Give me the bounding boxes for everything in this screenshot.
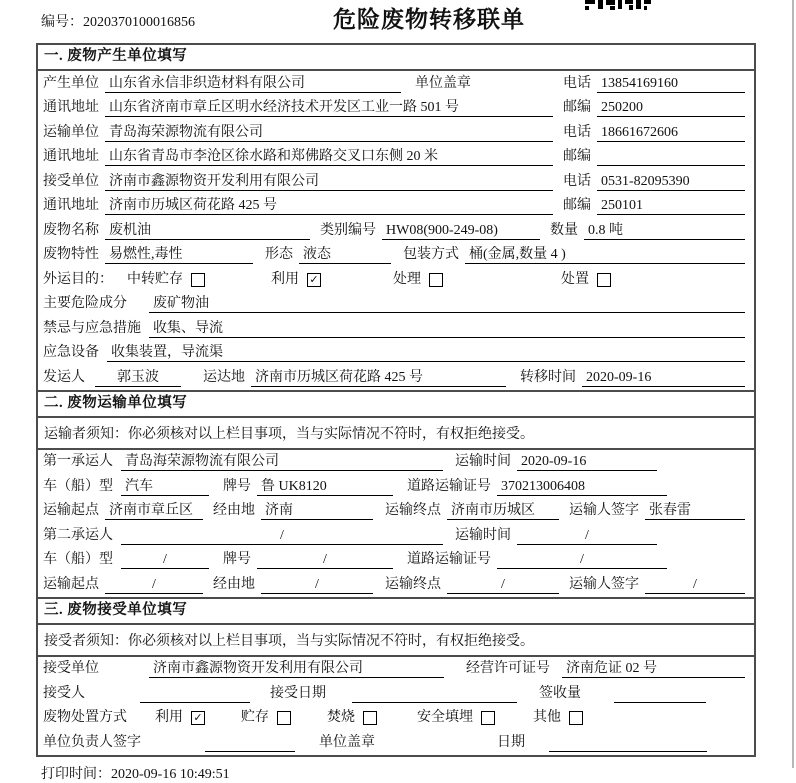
transporter-phone-value: 18661672606 (597, 124, 745, 142)
purpose-transfer-storage-label: 中转贮存 (127, 271, 183, 287)
qr-code-fragment (585, 0, 651, 11)
unit-seal-label: 单位盖章 (415, 75, 471, 91)
serial-label: 编号： (41, 15, 83, 30)
waste-character-row (38, 243, 754, 268)
transporter-row (38, 120, 754, 145)
road-permit2-value: / (497, 551, 667, 569)
transporter-phone-label: 电话 (563, 124, 591, 140)
purpose-label: 外运目的： (43, 271, 113, 287)
time2-value: / (517, 527, 657, 545)
signer1-value: 张春雷 (645, 502, 745, 520)
acceptor-label: 接受人 (43, 685, 85, 701)
producer-addr-label: 通讯地址 (43, 100, 99, 115)
taboo-row (38, 316, 754, 341)
accept-unit-row (38, 657, 754, 682)
transporter-address-row (38, 145, 754, 170)
waste-name-row (38, 218, 754, 243)
signer1-label: 运输人签字 (569, 503, 639, 518)
category-value: HW08(900-249-08) (382, 222, 540, 240)
purpose-treat-label: 处理 (393, 271, 421, 287)
origin1-value: 济南市章丘区 (105, 502, 203, 520)
road-permit1-value: 370213006408 (497, 478, 667, 496)
carrier2-label: 第二承运人 (43, 527, 113, 543)
consignor-value: 郭玉波 (95, 369, 181, 387)
disposal-incinerate-label: 焚烧 (327, 710, 355, 725)
disposal-landfill-label: 安全填埋 (417, 710, 473, 725)
vehicle1-value: 汽车 (121, 478, 209, 496)
receiver-label: 接受单位 (43, 173, 99, 189)
plate1-label: 牌号 (223, 478, 251, 494)
checkbox-use: ✓ (307, 273, 321, 287)
hazard-label: 主要危险成分 (43, 296, 127, 311)
waste-name-label: 废物名称 (43, 222, 99, 238)
transporter-addr-label: 通讯地址 (43, 149, 99, 164)
origin2-value: / (105, 576, 203, 594)
vehicle2-label: 车（船）型 (43, 552, 113, 567)
section1-header: 一. 废物产生单位填写 (38, 45, 754, 71)
producer-label: 产生单位 (43, 75, 99, 91)
section-producer (38, 45, 754, 390)
receiver-post-value: 250101 (597, 197, 745, 215)
equipment-label: 应急设备 (43, 345, 99, 360)
received-amount-value (614, 685, 706, 703)
via2-value: / (261, 576, 373, 594)
head-sign-value (205, 734, 295, 752)
print-time-value: 2020-09-16 10:49:51 (111, 766, 230, 782)
terminus1-value: 济南市历城区 (447, 502, 559, 520)
taboo-value: 收集、导流 (149, 320, 745, 338)
checkbox-utilize: ✓ (191, 711, 205, 725)
producer-phone-value: 13854169160 (597, 75, 745, 93)
serial-number-line (41, 11, 195, 31)
consignor-row (38, 365, 754, 390)
receiver-post-label: 邮编 (563, 198, 591, 213)
via2-label: 经由地 (213, 576, 255, 592)
accept-unit-label: 接受单位 (43, 661, 99, 676)
vehicle2-value: / (121, 551, 209, 569)
checkbox-transfer-storage (191, 273, 205, 287)
checkbox-landfill (481, 711, 495, 725)
print-time-label: 打印时间： (41, 766, 111, 782)
receiver-value: 济南市鑫源物资开发利用有限公司 (105, 173, 553, 191)
hazard-value: 废矿物油 (149, 295, 745, 313)
form-label: 形态 (265, 247, 293, 262)
accept-date-value (352, 685, 517, 703)
purpose-row (38, 267, 754, 292)
accept-unit-value: 济南市鑫源物资开发利用有限公司 (149, 660, 444, 678)
checkbox-dispose (597, 273, 611, 287)
equipment-value: 收集装置，导流渠 (107, 344, 745, 362)
transporter-notice-row (38, 418, 754, 450)
serial-number: 2020370100016856 (83, 15, 195, 30)
waste-name-value: 废机油 (105, 222, 310, 240)
transporter-post-label: 邮编 (563, 149, 591, 164)
acceptor-row (38, 681, 754, 706)
transporter-label: 运输单位 (43, 124, 99, 140)
disposal-utilize-label: 利用 (155, 710, 183, 725)
producer-post-label: 邮编 (563, 100, 591, 115)
consignor-label: 发运人 (43, 369, 85, 385)
route2-row (38, 572, 754, 597)
hazard-row (38, 292, 754, 317)
terminus1-label: 运输终点 (385, 503, 441, 518)
disposal-label: 废物处置方式 (43, 710, 127, 725)
receiver-phone-value: 0531-82095390 (597, 173, 745, 191)
page-title: 危险废物转移联单 (333, 7, 525, 32)
transfer-time-label: 转移时间 (520, 369, 576, 385)
plate1-value: 鲁 UK8120 (257, 478, 393, 496)
receiver-row (38, 169, 754, 194)
checkbox-store (277, 711, 291, 725)
purpose-use-label: 利用 (271, 271, 299, 287)
route1-row (38, 499, 754, 524)
packing-label: 包装方式 (403, 247, 459, 262)
character-label: 废物特性 (43, 247, 99, 262)
via1-value: 济南 (261, 502, 373, 520)
via1-label: 经由地 (213, 503, 255, 518)
carrier1-value: 青岛海荣源物流有限公司 (121, 453, 443, 471)
receiver-seal-label: 单位盖章 (319, 734, 375, 750)
date-label: 日期 (497, 734, 525, 750)
checkbox-incinerate (363, 711, 377, 725)
origin1-label: 运输起点 (43, 503, 99, 518)
carrier1-label: 第一承运人 (43, 454, 113, 469)
print-time-line (41, 763, 796, 783)
quantity-label: 数量 (550, 222, 578, 238)
section2-header: 二. 废物运输单位填写 (38, 392, 754, 418)
transfer-form (36, 43, 756, 757)
transporter-addr-value: 山东省青岛市李沧区徐水路和郑佛路交叉口东侧 20 米 (105, 148, 553, 166)
destination-label: 运达地 (203, 369, 245, 385)
producer-addr-value: 山东省济南市章丘区明水经济技术开发区工业一路 501 号 (105, 99, 553, 117)
disposal-row (38, 706, 754, 731)
section-transporter (38, 390, 754, 597)
equipment-row (38, 341, 754, 366)
producer-value: 山东省永信非织造材料有限公司 (105, 75, 401, 93)
received-amount-label: 签收量 (539, 685, 581, 701)
transfer-time-value: 2020-09-16 (582, 369, 745, 387)
packing-value: 桶(金属,数量 4 ) (465, 246, 745, 264)
vehicle2-row (38, 548, 754, 573)
transporter-post-value (597, 148, 745, 166)
acceptor-value (140, 685, 250, 703)
taboo-label: 禁忌与应急措施 (43, 320, 141, 336)
producer-row (38, 71, 754, 96)
plate2-value: / (257, 551, 393, 569)
date-value (549, 734, 707, 752)
destination-value: 济南市历城区荷花路 425 号 (251, 369, 506, 387)
transporter-value: 青岛海荣源物流有限公司 (105, 124, 553, 142)
vehicle1-label: 车（船）型 (43, 478, 113, 494)
receiver-address-row (38, 194, 754, 219)
terminus2-value: / (447, 576, 559, 594)
quantity-value: 0.8 吨 (584, 222, 745, 240)
receiver-notice: 接受者须知：你必须核对以上栏目事项，当与实际情况不符时，有权拒绝接受。 (44, 633, 534, 649)
document-header (0, 0, 796, 43)
producer-address-row (38, 96, 754, 121)
receiver-addr-label: 通讯地址 (43, 198, 99, 213)
signer2-label: 运输人签字 (569, 576, 639, 592)
receiver-notice-row (38, 625, 754, 657)
permit-label: 经营许可证号 (466, 661, 550, 676)
section-receiver (38, 597, 754, 755)
receiver-addr-value: 济南市历城区荷花路 425 号 (105, 197, 553, 215)
signer2-value: / (645, 576, 745, 594)
purpose-dispose-label: 处置 (561, 271, 589, 287)
head-sign-label: 单位负责人签字 (43, 734, 141, 750)
time2-label: 运输时间 (455, 527, 511, 543)
time1-value: 2020-09-16 (517, 453, 657, 471)
form-value: 液态 (299, 246, 391, 264)
producer-phone-label: 电话 (563, 75, 591, 91)
time1-label: 运输时间 (455, 454, 511, 469)
carrier1-row (38, 450, 754, 475)
receiver-phone-label: 电话 (563, 173, 591, 189)
category-label: 类别编号 (320, 222, 376, 238)
producer-post-value: 250200 (597, 99, 745, 117)
disposal-other-label: 其他 (533, 710, 561, 725)
carrier2-value: / (121, 527, 443, 545)
transporter-notice: 运输者须知：你必须核对以上栏目事项，当与实际情况不符时，有权拒绝接受。 (44, 426, 534, 442)
road-permit2-label: 道路运输证号 (407, 552, 491, 567)
disposal-store-label: 贮存 (241, 710, 269, 725)
page-edge-line (792, 0, 794, 768)
section3-header: 三. 废物接受单位填写 (38, 599, 754, 625)
permit-value: 济南危证 02 号 (562, 660, 745, 678)
origin2-label: 运输起点 (43, 576, 99, 592)
character-value: 易燃性,毒性 (105, 246, 253, 264)
road-permit1-label: 道路运输证号 (407, 478, 491, 494)
head-sign-row (38, 730, 754, 755)
vehicle1-row (38, 474, 754, 499)
accept-date-label: 接受日期 (270, 685, 326, 701)
carrier2-row (38, 523, 754, 548)
checkbox-treat (429, 273, 443, 287)
terminus2-label: 运输终点 (385, 576, 441, 592)
plate2-label: 牌号 (223, 552, 251, 567)
checkbox-other (569, 711, 583, 725)
